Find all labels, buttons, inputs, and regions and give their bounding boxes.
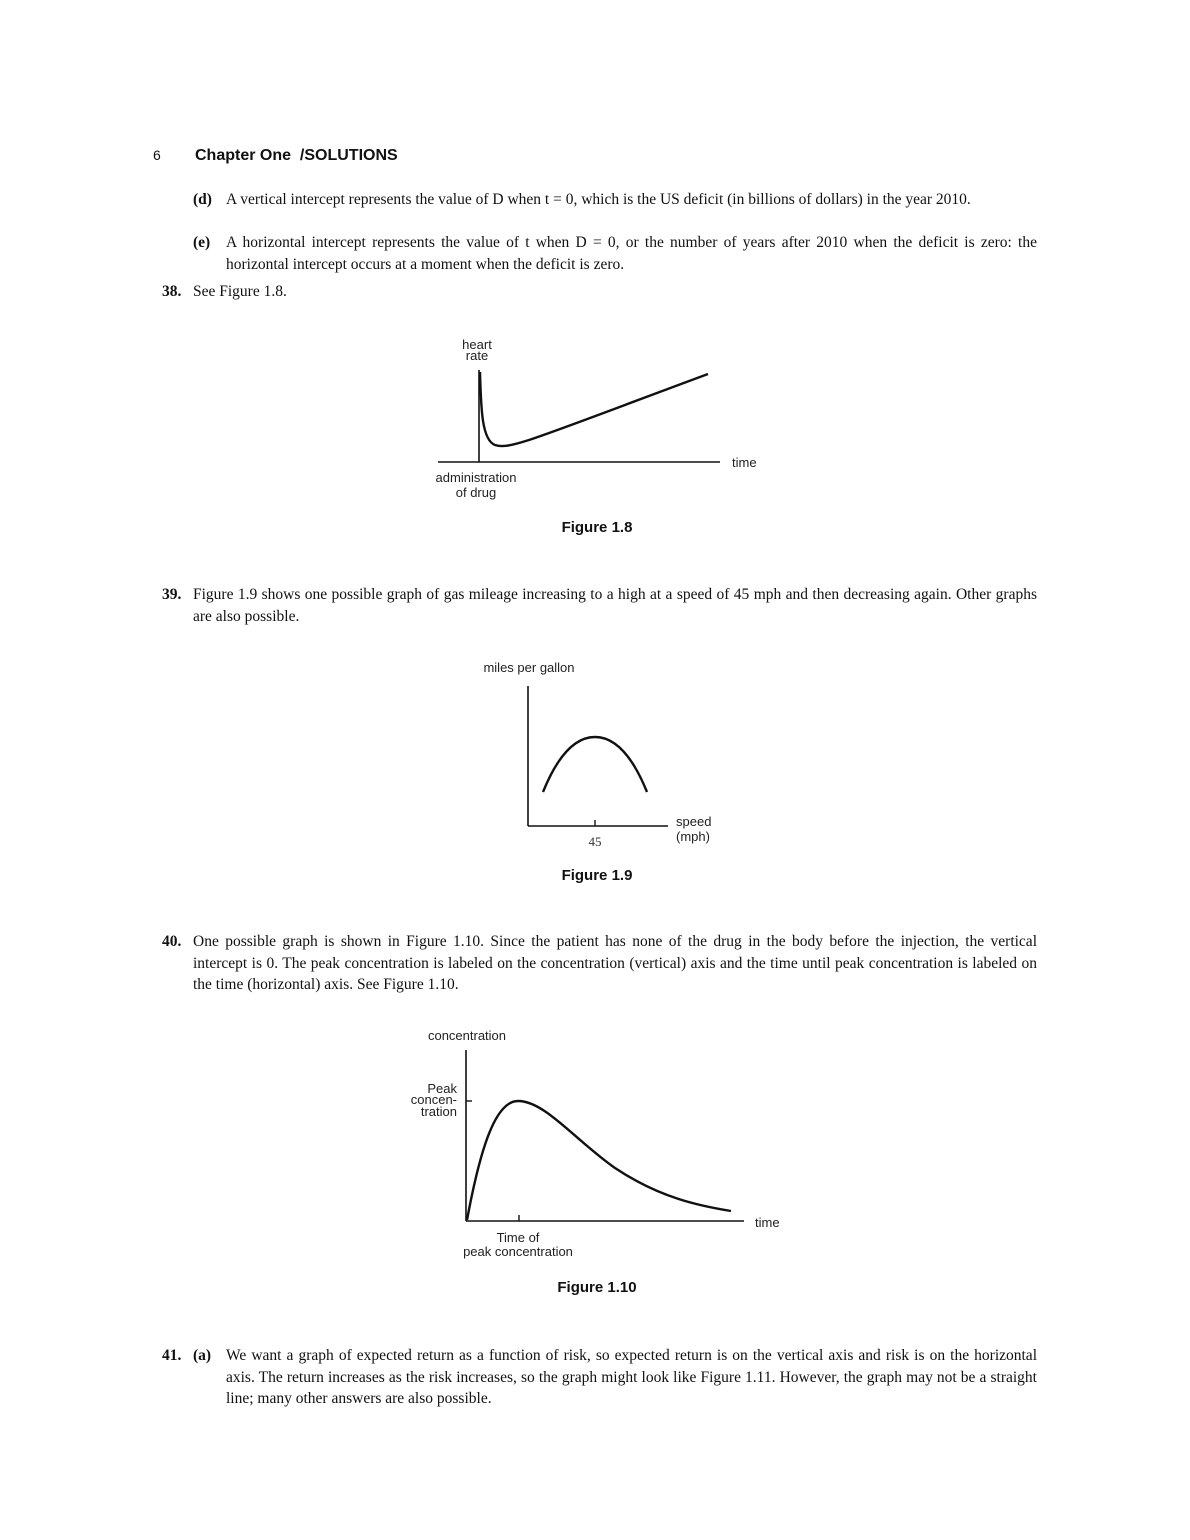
fig19-xlabel-line2: (mph) [676,829,710,844]
fig19-caption: Figure 1.9 [561,867,633,884]
question-41-number: 41. [162,1347,182,1364]
figure-1-9 [483,660,711,884]
fig110-ylabel: concentration [427,1028,507,1043]
fig110-xmarker-line1: Time of [496,1230,540,1245]
fig19-xlabel-line1: speed [676,814,712,829]
item-e-label: (e) [193,234,211,251]
fig19-ylabel: miles per gallon [483,660,575,675]
item-d-text: A vertical intercept represents the value of D when t = 0, which is the US deficit (in billions of dollars) in the year 2010. [226,191,971,208]
fig18-xlabel: time [732,455,757,470]
fig110-ymarker-line2: concen- [410,1092,457,1107]
chapter-title: Chapter One [195,147,292,164]
fig110-xlabel: time [755,1215,780,1230]
fig18-ylabel-line1: heart [462,337,492,352]
question-41-sublabel: (a) [193,1347,212,1364]
fig18-xmarker-line2: of drug [455,485,497,500]
question-40-number: 40. [162,933,182,950]
question-39-text: Figure 1.9 shows one possible graph of gas mileage increasing to a high at a speed of 45 mph and then decreasing again. Other graphs are also possible. [193,586,1037,625]
fig110-ymarker-line3: tration [420,1104,457,1119]
fig19-curve [543,737,647,792]
item-d-label: (d) [193,191,212,208]
fig110-xmarker-line2: peak concentration [463,1244,573,1259]
fig110-caption: Figure 1.10 [557,1279,637,1296]
fig18-ylabel-line2: rate [465,348,489,363]
fig18-curve [480,372,708,446]
fig18-xmarker-line1: administration [435,470,517,485]
figure-1-10 [411,1028,780,1296]
page-number: 6 [153,147,161,163]
fig19-tick-label: 45 [588,834,602,849]
fig110-curve [467,1101,731,1220]
question-41-text: We want a graph of expected return as a function of risk, so expected return is on the vertical axis and risk is on the horizontal axis. The return increases as the risk increases, so the graph might look like Figure 1.11. However, the graph may not be a straight line; many other answers are also possible. [226,1347,1037,1407]
question-38-number: 38. [162,283,182,300]
figure-1-8 [436,337,757,536]
question-40-text: One possible graph is shown in Figure 1.10. Since the patient has none of the drug in the body before the injection, the vertical intercept is 0. The peak concentration is labeled on the concentration (vertical) axis and the time until peak concentration is labeled on the time (horizontal) axis. See Figure 1.10. [193,933,1037,993]
fig110-ymarker-line1: Peak [427,1081,457,1096]
question-38-text: See Figure 1.8. [193,283,287,300]
question-39-number: 39. [162,586,182,603]
item-e-text: A horizontal intercept represents the value of t when D = 0, or the number of years after 2010 when the deficit is zero: the horizontal intercept occurs at a moment when the deficit is zero. [226,234,1037,273]
section-title: /SOLUTIONS [299,147,398,164]
fig18-caption: Figure 1.8 [561,519,633,536]
